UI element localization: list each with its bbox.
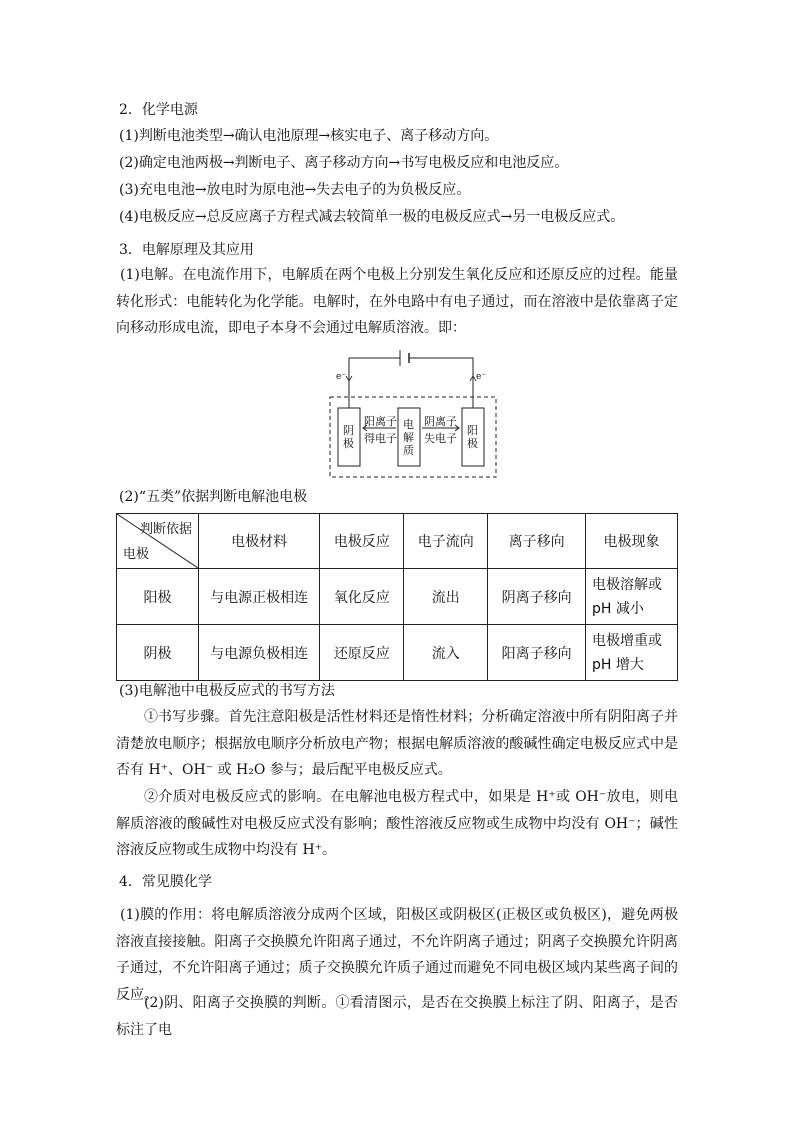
table-cell-electrode: 阴极 bbox=[117, 625, 199, 681]
section-3-subheading-2: (2)“五类”依据判断电解池电极 bbox=[119, 489, 308, 505]
table-cell-electrode: 阳极 bbox=[117, 569, 199, 625]
lose-electron-label: 失电子 bbox=[424, 432, 457, 445]
section-3-paragraph-3-1: ①书写步骤。首先注意阳极是活性材料还是惰性材料；分析确定溶液中所有阴阳离子并清楚放电顺序；根据放电顺序分析放电产物；根据电解质溶液的酸碱性确定电极反应式中是否有 H⁺、OH⁻ 或 H₂O 参与；最后配平电极反应式。 bbox=[116, 709, 678, 778]
table-corner-cell bbox=[117, 514, 199, 569]
corner-label-top: 判断依据 bbox=[139, 522, 192, 537]
phenomenon-line: pH 减小 bbox=[591, 600, 644, 617]
electron-label-left: e⁻ bbox=[336, 372, 347, 382]
table-cell: 与电源正极相连 bbox=[198, 569, 319, 625]
table-cell: 流入 bbox=[404, 625, 488, 681]
section-4-paragraph-2: (2)阴、阳离子交换膜的判断。①看清图示，是否在交换膜上标注了阴、阳离子，是否标注了电 bbox=[116, 995, 678, 1038]
gain-electron-label: 得电子 bbox=[364, 432, 397, 445]
section-3-paragraph-1: (1)电解。在电流作用下，电解质在两个电极上分别发生氧化反应和还原反应的过程。能量转化形式：电能转化为化学能。电解时，在外电路中有电子通过，而在溶液中是依靠离子定向移动形成电流，即电子本身不会通过电解质溶液。即： bbox=[116, 267, 678, 336]
section-4-paragraph-1: (1)膜的作用：将电解质溶液分成两个区域，阳极区或阴极区(正极区或负极区)，避免两极溶液直接接触。阳离子交换膜允许阳离子通过，不允许阴离子通过；阴离子交换膜允许阴离子通过，不允许阳离子通过；质子交换膜允许质子通过而避免不同电极区域内某些离子间的反应。 bbox=[116, 907, 678, 1003]
phenomenon-line: 电极增重或 bbox=[591, 632, 662, 649]
electrolysis-diagram bbox=[328, 346, 498, 480]
phenomenon-line: pH 增大 bbox=[591, 656, 644, 673]
table-row bbox=[117, 625, 678, 681]
section-3-heading: 3．电解原理及其应用 bbox=[119, 242, 254, 258]
corner-label-bottom: 电极 bbox=[123, 547, 150, 562]
table-header-row bbox=[117, 514, 678, 569]
table-header-cell: 离子移向 bbox=[488, 514, 586, 569]
table-cell: 与电源负极相连 bbox=[198, 625, 319, 681]
table-cell: 氧化反应 bbox=[320, 569, 404, 625]
table-cell: 流出 bbox=[404, 569, 488, 625]
table-cell: 阳离子移向 bbox=[488, 625, 586, 681]
cathode-label: 阴极 bbox=[343, 424, 354, 450]
section-3-subheading-3: (3)电解池中电极反应式的书写方法 bbox=[119, 683, 335, 699]
anion-label: 阴离子 bbox=[424, 415, 457, 428]
section-3-paragraph-3-2: ②介质对电极反应式的影响。在电解池电极方程式中，如果是 H⁺或 OH⁻放电，则电解质溶液的酸碱性对电极反应式没有影响；酸性溶液反应物或生成物中均没有 OH⁻；碱性溶液反应物或生成物中均没有 H⁺。 bbox=[116, 789, 678, 858]
table-cell-phenomenon bbox=[585, 569, 677, 625]
table-cell-phenomenon bbox=[585, 625, 677, 681]
section-2-heading: 2．化学电源 bbox=[119, 102, 198, 118]
table-header-cell: 电极现象 bbox=[585, 514, 677, 569]
section-2-item-1: (1)判断电池类型→确认电池原理→核实电子、离子移动方向。 bbox=[119, 128, 499, 144]
table-header-cell: 电极材料 bbox=[198, 514, 319, 569]
electron-label-right: e⁻ bbox=[476, 372, 487, 382]
section-2-item-3: (3)充电电池→放电时为原电池→失去电子的为负极反应。 bbox=[119, 182, 471, 198]
phenomenon-line: 电极溶解或 bbox=[591, 576, 662, 593]
anode-label: 阳极 bbox=[467, 424, 478, 450]
section-2-item-4: (4)电极反应→总反应离子方程式减去较简单一极的电极反应式→另一电极反应式。 bbox=[119, 209, 625, 225]
table-header-cell: 电子流向 bbox=[404, 514, 488, 569]
table-cell: 还原反应 bbox=[320, 625, 404, 681]
electrode-table bbox=[116, 513, 678, 681]
cation-label: 阳离子 bbox=[364, 415, 397, 428]
section-2-item-2: (2)确定电池两极→判断电子、离子移动方向→书写电极反应和电池反应。 bbox=[119, 155, 569, 171]
electrolyte-label: 电解质 bbox=[403, 418, 414, 457]
section-4-heading: 4．常见膜化学 bbox=[119, 874, 212, 890]
table-cell: 阴离子移向 bbox=[488, 569, 586, 625]
table-row bbox=[117, 569, 678, 625]
table-header-cell: 电极反应 bbox=[320, 514, 404, 569]
